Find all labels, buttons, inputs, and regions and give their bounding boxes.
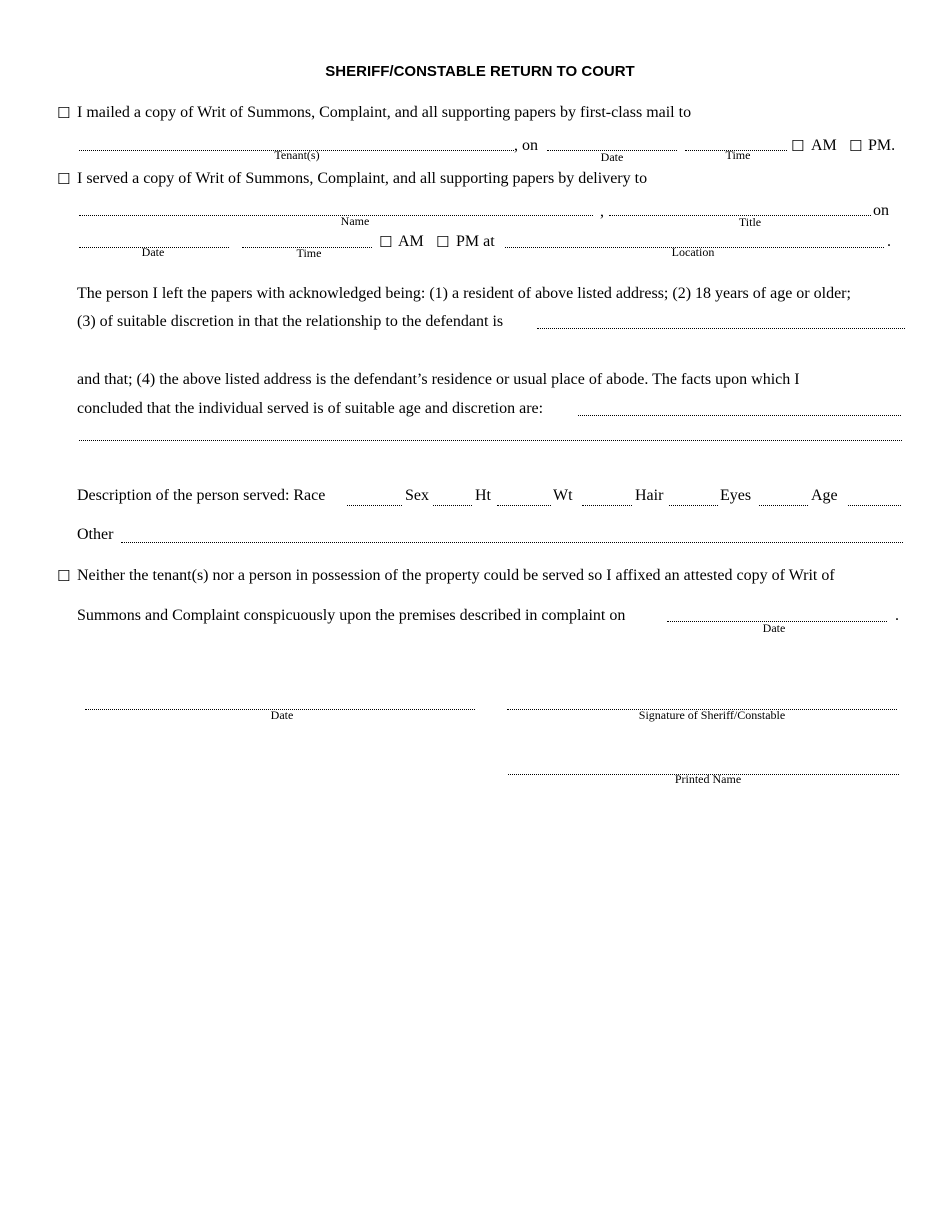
mailed-am-label: AM <box>811 137 837 154</box>
facts-line1: and that; (4) the above listed address is the defendant’s residence or usual place of abode. The facts upon which I <box>77 371 800 388</box>
eyes-field[interactable] <box>759 505 808 506</box>
eyes-label: Eyes <box>720 487 752 504</box>
other-label: Other <box>77 526 114 543</box>
printed-name-caption: Printed Name <box>674 772 742 786</box>
mailed-am-checkbox[interactable]: ☐ <box>791 137 805 155</box>
sex-label: Sex <box>405 487 429 504</box>
age-field[interactable] <box>848 505 901 506</box>
affixed-date-caption: Date <box>762 621 786 635</box>
mailed-time-caption: Time <box>725 148 751 162</box>
affixed-checkbox[interactable]: ☐ <box>57 567 71 585</box>
affixed-period: . <box>895 607 899 624</box>
signature-caption: Signature of Sheriff/Constable <box>638 708 786 722</box>
affixed-line1: Neither the tenant(s) nor a person in possession of the property could be served so I affixed an attested copy of Writ of <box>77 567 835 584</box>
wt-field[interactable] <box>582 505 632 506</box>
served-text: I served a copy of Writ of Summons, Complaint, and all supporting papers by delivery to <box>77 170 648 187</box>
served-location-caption: Location <box>671 245 715 259</box>
served-pm-checkbox[interactable]: ☐ <box>436 233 450 251</box>
relationship-field[interactable] <box>537 328 905 329</box>
description-label: Description of the person served: Race <box>77 487 326 504</box>
mailed-pm-checkbox[interactable]: ☐ <box>849 137 863 155</box>
acknowledged-line1: The person I left the papers with acknowledged being: (1) a resident of above listed address; (2) 18 years of age or older; <box>77 285 851 302</box>
facts-field-2[interactable] <box>79 440 902 441</box>
sex-field[interactable] <box>433 505 472 506</box>
served-comma: , <box>600 203 604 220</box>
served-am-checkbox[interactable]: ☐ <box>379 233 393 251</box>
ht-field[interactable] <box>497 505 551 506</box>
wt-label: Wt <box>553 487 573 504</box>
signature-date-caption: Date <box>270 708 294 722</box>
served-pm-at-label: PM at <box>456 233 495 250</box>
ht-label: Ht <box>475 487 491 504</box>
affixed-line2: Summons and Complaint conspicuously upon the premises described in complaint on <box>77 607 626 624</box>
mailed-date-caption: Date <box>600 150 624 164</box>
mailed-on-text: , on <box>514 137 538 154</box>
hair-label: Hair <box>635 487 664 504</box>
form-title: SHERIFF/CONSTABLE RETURN TO COURT <box>325 63 635 80</box>
served-time-caption: Time <box>296 246 322 260</box>
served-name-caption: Name <box>340 214 370 228</box>
served-date-caption: Date <box>141 245 165 259</box>
served-checkbox[interactable]: ☐ <box>57 170 71 188</box>
other-field[interactable] <box>121 542 903 543</box>
facts-field-1[interactable] <box>578 415 901 416</box>
served-am-label: AM <box>398 233 424 250</box>
served-on-text: on <box>873 202 889 219</box>
mailed-pm-label: PM. <box>868 137 896 154</box>
mailed-checkbox[interactable]: ☐ <box>57 104 71 122</box>
served-period: . <box>887 233 891 250</box>
race-field[interactable] <box>347 505 402 506</box>
tenant-caption: Tenant(s) <box>274 148 320 162</box>
facts-line2: concluded that the individual served is of suitable age and discretion are: <box>77 400 544 417</box>
age-label: Age <box>811 487 838 504</box>
served-title-caption: Title <box>738 215 762 229</box>
acknowledged-line2: (3) of suitable discretion in that the relationship to the defendant is <box>77 313 504 330</box>
hair-field[interactable] <box>669 505 718 506</box>
mailed-text: I mailed a copy of Writ of Summons, Complaint, and all supporting papers by first-class mail to <box>77 104 692 121</box>
